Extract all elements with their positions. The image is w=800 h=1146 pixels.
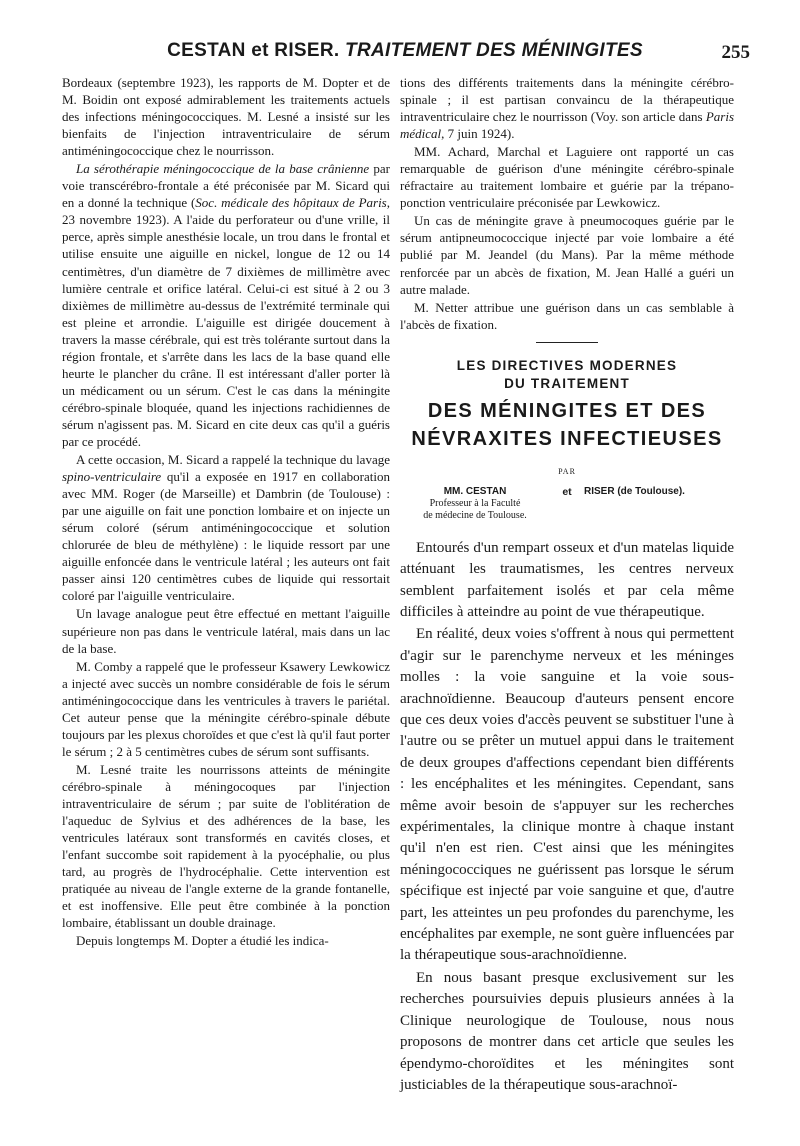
header-authors: CESTAN et RISER. [167, 40, 340, 61]
text-run: par voie transcérébro-frontale a été préconisée par M. Sicard qui en a donné la technique ( [62, 161, 390, 211]
kicker-line: DU TRAITEMENT [504, 375, 630, 391]
paragraph: En nous basant presque exclusivement sur les recherches poursuivies depuis plusieurs années à la Clinique neurologique de Toulouse, nous nous proposons de montrer dans cet article que seules les épendymo-choroïdites et les méningites sont justiciables de la thérapeutique sous-arachnoï- [400, 969, 734, 1093]
text-run: qu'il a exposée en 1917 en collaboration avec MM. Roger (de Marseille) et Dambrin (de Toulouse) : par une aiguille on fait une ponction lombaire et on injecte un sérum coloré (sérum antiméningococcique et solution chlorurée de bleu de méthylène) : le liquide ressort par une aiguille enfoncée dans le ventricule latéral ; les auteurs ont fait passer ainsi 120 centimètres cubes de liquide qui ressortait coloré par l'aiguille ventriculaire. [62, 469, 390, 604]
page-number: 255 [721, 42, 750, 63]
text-run: , 23 novembre 1923). A l'aide du perforateur ou d'une vrille, il perce, après simple anesthésie locale, un trou dans le frontal et utilise ensuite une aiguille en nickel, longue de 12 ou 14 centimètres, d'un diamètre de 7 dixièmes de millimètre avec lumière centrale et orifice latéral. Celui-ci est situé à 2 ou 3 dixièmes de millimètre au-dessus de l'extrémité terminale qui est pleine et arrondie. L'aiguille est dirigée doucement à travers la masse cérébrale, qui est très tolérante surtout dans la région frontale, et s'arrête dans les lacs de la base quand elle heurte le plancher du crâne. Il est intéressant d'aller porter là un médicament ou un sérum. C'est le cas dans la méningite cérébro-spinale bloquée, quand les injections rachidiennes de sérum n'agissent pas. M. Sicard en cite deux cas qu'il a guéris par ce procédé. [62, 195, 390, 449]
article-kicker [400, 357, 734, 393]
author-conjunction: et [562, 485, 572, 498]
paragraph: M. Comby a rappelé que le professeur Ksawery Lewkowicz a injecté avec succès un nombre considérable de fois le sérum antiméningococcique dans les ventricules à travers le pariétal. Cet auteur pense que la méningite cérébro-spinale débute toujours par les plexus choroïdes et que c'est là qu'il faut porter le sérum ; 2 à 5 centimètres cubes de sérum sont suffisants. [62, 658, 390, 759]
title-line: DES MÉNINGITES ET DES [427, 399, 707, 422]
text-run: , 7 juin 1924). [441, 126, 515, 142]
paragraph [62, 160, 390, 450]
paragraph [400, 74, 734, 142]
paragraph: M. Netter attribue une guérison dans un cas semblable à l'abcès de fixation. [400, 299, 734, 332]
header-title: TRAITEMENT DES MÉNINGITES [345, 40, 643, 61]
article-title [400, 397, 734, 453]
author-byline [400, 486, 734, 522]
author-left [400, 486, 550, 522]
paragraph: Un lavage analogue peut être effectué en mettant l'aiguille supérieure non pas dans le ventricule latéral, mais dans un lac de la base. [62, 606, 390, 656]
italic-phrase: spino-ventriculaire [62, 469, 162, 485]
section-divider [536, 342, 598, 343]
italic-reference: Paris médical [400, 109, 734, 142]
article-heading [400, 357, 734, 522]
author-affiliation: Professeur à la Faculté [429, 497, 521, 509]
italic-phrase: La sérothérapie méningococcique de la base crânienne [76, 161, 370, 177]
title-line: NÉVRAXITES INFECTIEUSES [411, 427, 723, 450]
paragraph: M. Lesné traite les nourrissons atteints de méningite cérébro-spinale à méningocoques par l'injection intraventriculaire de sérum ; par suite de l'oblitération de l'aqueduc de Sylvius et des adhérences de la base, les ventricules latéraux sont transformés en cavités closes, et l'enfant succombe soit rapidement à la pyocéphalie, ou plus tard, au progrès de l'hydrocéphalie. Cette intervention est pratiquée au niveau de l'angle externe de la grande fontanelle, et est inoffensive. Elle peut être combinée à la ponction lombaire, établissant un double drainage. [62, 761, 390, 931]
paragraph: MM. Achard, Marchal et Laguiere ont rapporté un cas remarquable de guérison d'une méningite cérébro-spinale réfractaire au traitement lombaire et guérie par la trépano-ponction ventriculaire préconisée par Lewkowicz. [400, 144, 734, 211]
text-run: tions des différents traitements dans la méningite cérébro-spinale ; il est partisan convaincu de la thérapeutique intraventriculaire chez le nourrisson (Voy. son article dans [400, 75, 734, 125]
italic-reference: Soc. médicale des hôpitaux de Paris [195, 195, 387, 211]
running-header [60, 40, 750, 68]
author-name: MM. CESTAN [443, 485, 507, 497]
kicker-line: LES DIRECTIVES MODERNES [456, 357, 678, 373]
paragraph: Un cas de méningite grave à pneumocoques guérie par le sérum antipneumococcique injecté par voie lombaire a été publié par M. Jeandel (du Mans). Par la même méthode renforcée par un abcès de fixation, M. Jean Hallé a guéri un autre malade. [400, 213, 734, 297]
paragraph: En réalité, deux voies s'offrent à nous qui permettent d'agir sur le parenchyme nerveux et les méninges molles : la voie sanguine et la voie sous-arachnoïdienne. Beaucoup d'auteurs pensent encore que ces deux voies d'accès peuvent se substituer l'une à l'autre ou se prêter un mutuel appui dans le traitement de deux groupes d'affections cependant bien différents : les encéphalites et les méningites. Cependant, sans même avoir besoin de s'appuyer sur les recherches expérimentales, la clinique montre à chaque instant qu'il n'en est rien. C'est ainsi que les méningites méningococciques ne guérissent pas lorsque le sérum spécifique est injecté par voie sanguine et que, d'autre part, les atteintes un peu profondes du parenchyme, les encéphalites par exemple, ne sont guère influencées par la thérapeutique sous-arachnoïdienne. [400, 626, 735, 964]
running-title [60, 40, 750, 62]
article-body [400, 538, 734, 1097]
paragraph: Bordeaux (septembre 1923), les rapports de M. Dopter et de M. Boidin ont exposé admirablement les traitements actuels des infections méningococciques. M. Lesné a insisté sur les bienfaits de l'injection intraventriculaire de sérum antiméningococcique chez le nourrisson. [62, 75, 390, 159]
author-name: RISER (de Toulouse). [584, 485, 685, 497]
paragraph [62, 451, 390, 604]
right-column [400, 74, 734, 1097]
author-affiliation: de médecine de Toulouse. [423, 509, 527, 521]
byline-par: PAR [558, 466, 576, 476]
left-column [62, 74, 390, 950]
text-run: A cette occasion, M. Sicard a rappelé la technique du lavage [76, 452, 390, 468]
paragraph: Entourés d'un rempart osseux et d'un matelas liquide atténuant les traumatismes, les centres nerveux semblent parfaitement isolés et par cela même difficiles à atteindre au point de vue thérapeutique. [400, 539, 734, 620]
paragraph: Depuis longtemps M. Dopter a étudié les indica- [76, 933, 329, 949]
